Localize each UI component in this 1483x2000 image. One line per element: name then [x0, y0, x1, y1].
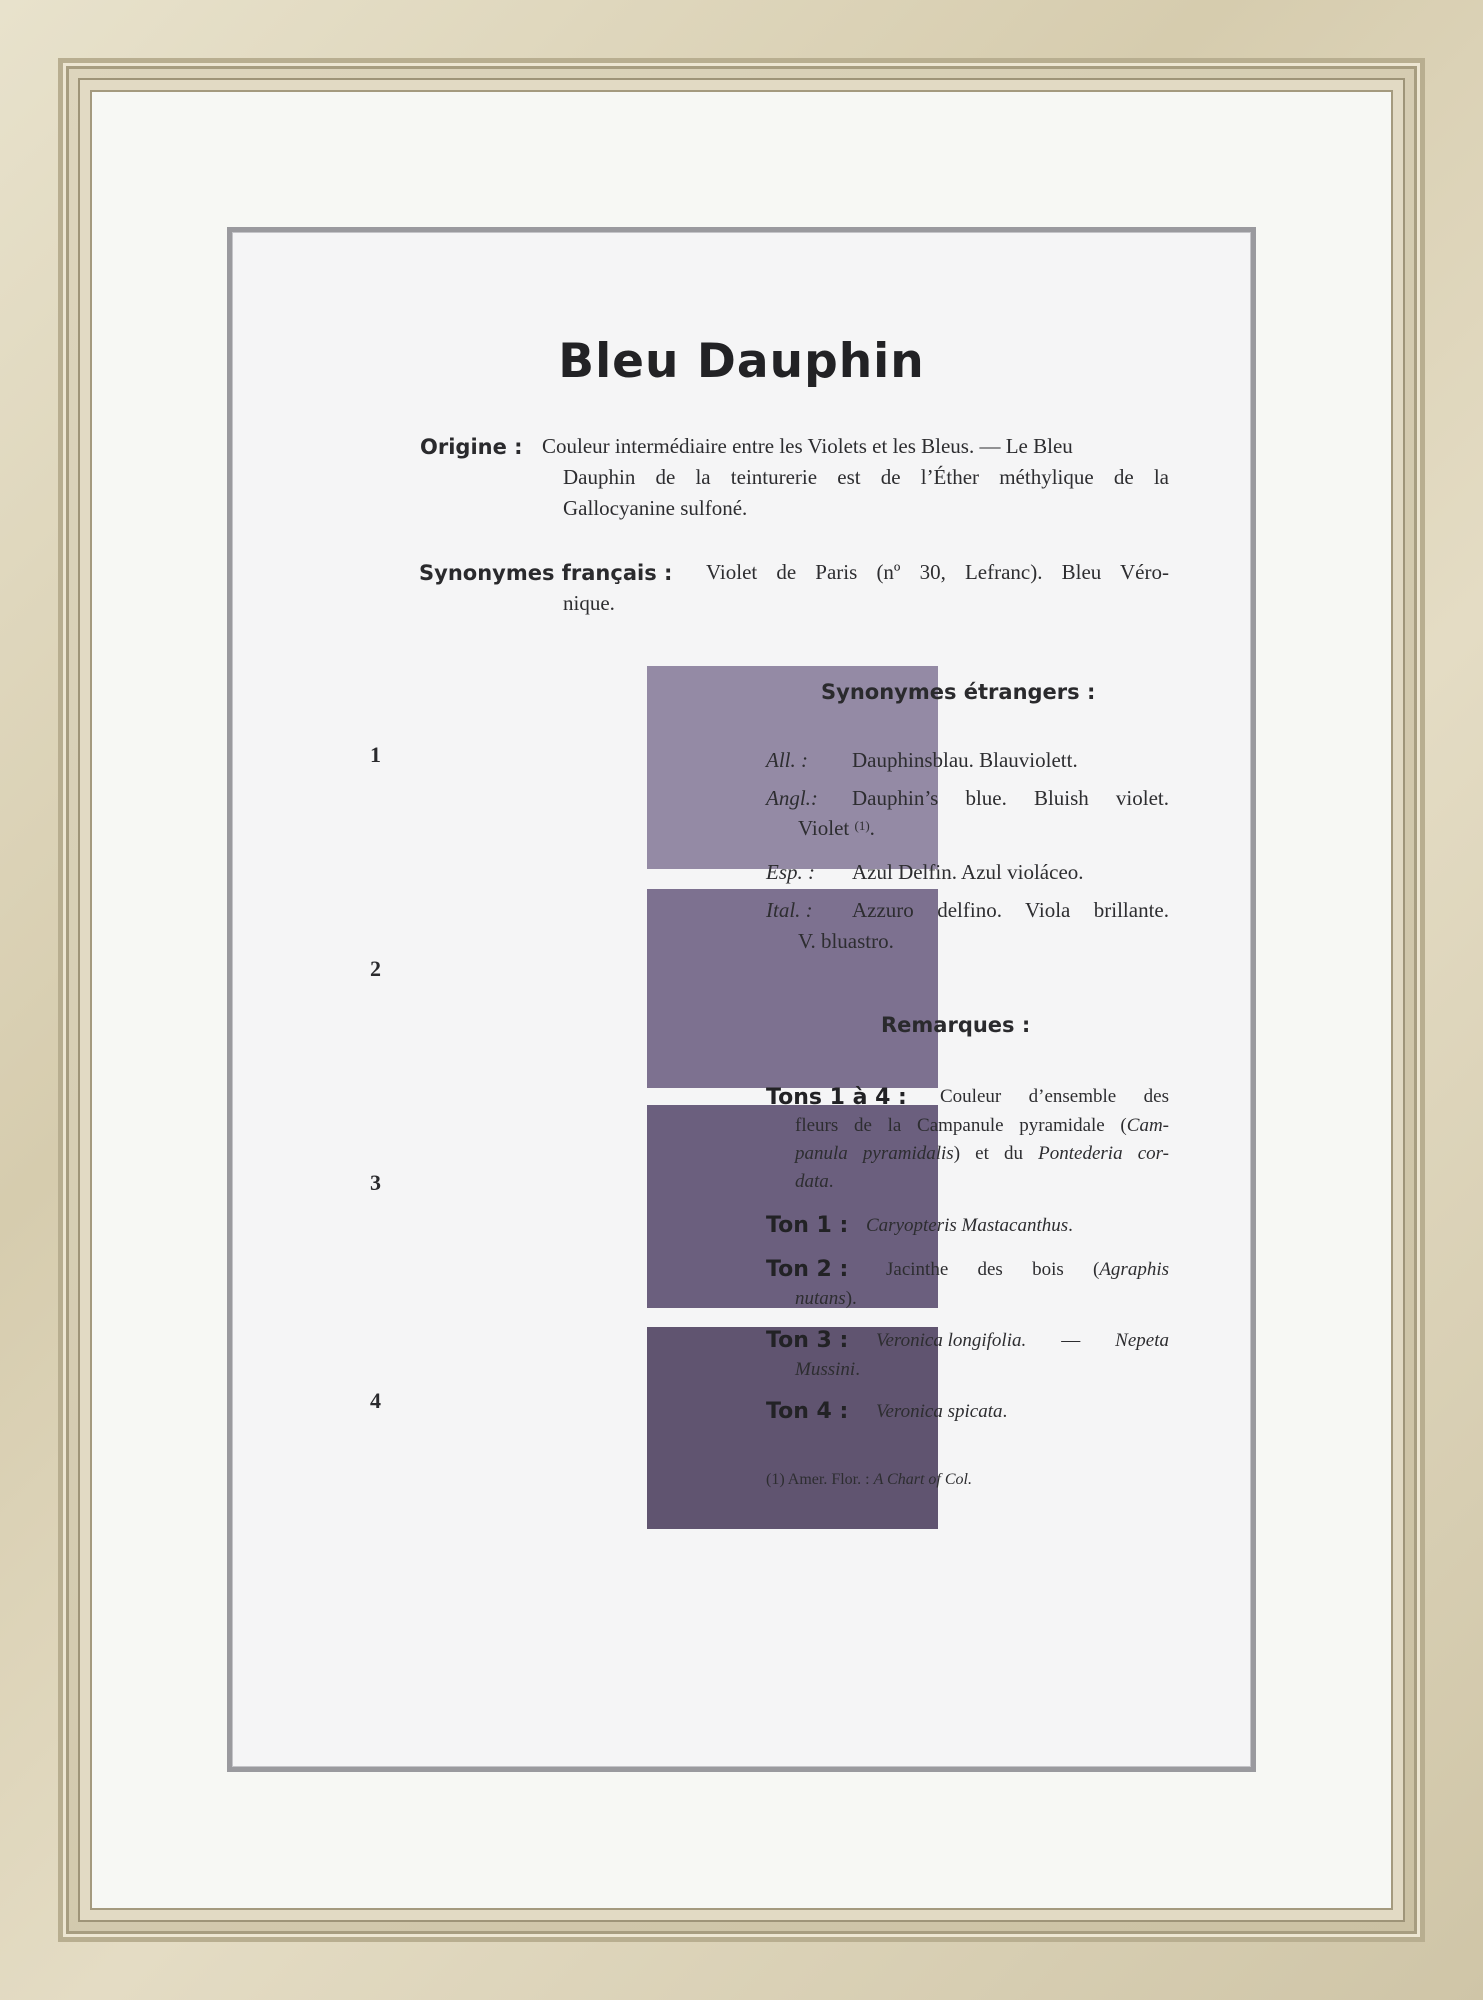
origine-label: Origine : — [420, 435, 523, 459]
swatch-number: 3 — [370, 1170, 381, 1195]
origine-line-1: Couleur intermédiaire entre les Violets et les Bleus. — Le Bleu — [542, 434, 1073, 458]
tons-1-4-label: Tons 1 à 4 : — [766, 1085, 907, 1110]
synonym-ital-line-1: Azzuro delfino. Viola brillante. — [852, 898, 1169, 922]
lang-label-ital: Ital. : — [766, 898, 813, 922]
color-plate-page — [227, 227, 1256, 1772]
ton-3-line-2: Mussini. — [795, 1359, 860, 1380]
footnote: (1) Amer. Flor. : A Chart of Col. — [766, 1471, 972, 1488]
synonym-ital-line-2: V. bluastro. — [798, 929, 894, 953]
swatch-number: 1 — [370, 742, 381, 767]
tons-1-4-line-3: panula pyramidalis) et du Pontederia cor- — [795, 1143, 1169, 1164]
tons-1-4-line-4: data. — [795, 1171, 834, 1192]
origine-line-3: Gallocyanine sulfoné. — [563, 496, 748, 520]
ton-1-text: Caryopteris Mastacanthus. — [866, 1215, 1073, 1236]
synonym-all: Dauphinsblau. Blauviolett. — [852, 748, 1078, 772]
ton-2-label: Ton 2 : — [766, 1257, 849, 1282]
lang-label-angl: Angl.: — [766, 786, 818, 810]
synonym-angl-line-2: Violet $^{(1)}$. — [798, 816, 875, 840]
swatch-number: 4 — [370, 1388, 381, 1413]
ton-2-line-2: nutans). — [795, 1288, 857, 1309]
synonymes-francais-line-1: Violet de Paris (nº 30, Lefranc). Bleu Véro- — [706, 560, 1169, 584]
ton-4-text: Veronica spicata. — [876, 1401, 1008, 1422]
ton-3-line-1: Veronica longifolia. — Nepeta — [876, 1330, 1169, 1351]
ton-2-line-1: Jacinthe des bois (Agraphis — [886, 1259, 1169, 1280]
remarques-heading: Remarques : — [881, 1013, 1031, 1037]
page-title: Bleu Dauphin — [558, 334, 925, 389]
tons-1-4-line-2: fleurs de la Campanule pyramidale (Cam- — [795, 1115, 1169, 1136]
synonymes-francais-line-2: nique. — [563, 591, 615, 615]
synonym-esp: Azul Delfin. Azul violáceo. — [852, 860, 1084, 884]
swatch-number: 2 — [370, 956, 381, 981]
ton-3-label: Ton 3 : — [766, 1328, 849, 1353]
color-swatch-4 — [647, 1327, 938, 1529]
ton-1-label: Ton 1 : — [766, 1213, 849, 1238]
lang-label-all: All. : — [766, 748, 808, 772]
synonym-angl-line-1: Dauphin’s blue. Bluish violet. — [852, 786, 1169, 810]
synonymes-francais-label: Synonymes français : — [419, 561, 673, 585]
lang-label-esp: Esp. : — [766, 860, 815, 884]
origine-line-2: Dauphin de la teinturerie est de l’Éther méthylique de la — [563, 465, 1169, 489]
tons-1-4-line-1: Couleur d’ensemble des — [940, 1086, 1169, 1107]
ton-4-label: Ton 4 : — [766, 1399, 849, 1424]
synonymes-etrangers-heading: Synonymes étrangers : — [821, 680, 1096, 704]
footnote-ref: (1) — [854, 818, 870, 833]
